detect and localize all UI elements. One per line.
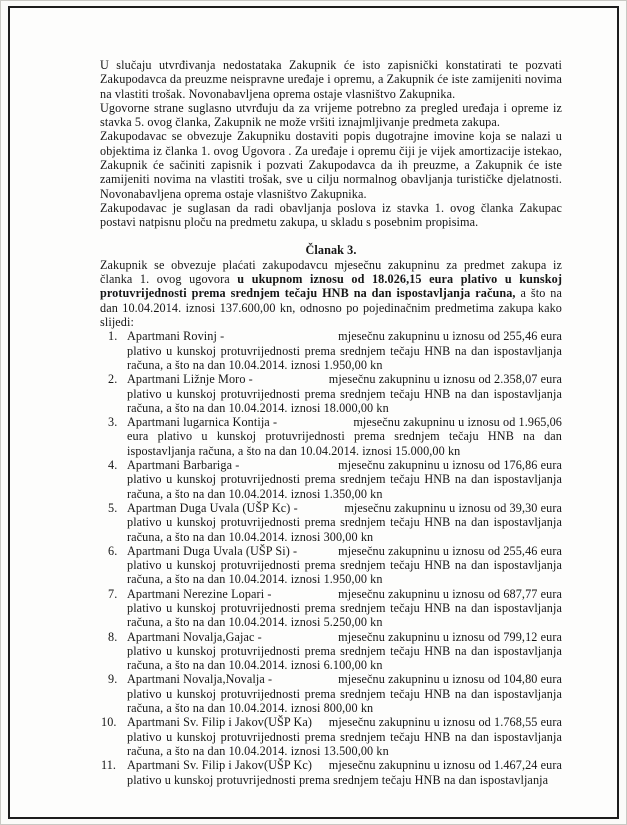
item-name: Apartmani Rovinj - [127,329,225,344]
item-name: Apartmani Sv. Filip i Jakov(UŠP Ka) [127,715,313,730]
item-number: 10. [101,715,117,730]
paragraph-inventory-list: Zakupodavac se obvezuje Zakupniku dostaviti popis dugotrajne imovine koja se nalazi u objektima iz članka 1. ovog Ugovora . Za uređaje i opremu čiji je vijek amortizacije istekao, Zakupnik će sačiniti zapisnik i pozvati Zakupodavca da ih preuzme, a Zakupnik će iste zamijeniti novima na vlastiti trošak, sve u cilju normalnog obavljanja turističke djelatnosti. Novonabavljena oprema ostaje vlasništvo Zakupnika. [100,129,562,201]
item-detail: plativo u kunskoj protuvrijednosti prema srednjem tečaju HNB na dan ispostavljanja računa, a što na dan 10.04.2014. iznosi 6.100,00 kn [127,643,562,673]
item-detail: plativo u kunskoj protuvrijednosti prema srednjem tečaju HNB na dan ispostavljanja računa, a što na dan 10.04.2014. iznosi 300,00 kn [127,515,562,544]
item-name: Apartmani Barbariga - [127,458,240,473]
item-amount: mjesečnu zakupninu u iznosu od 799,12 eura [338,629,562,644]
item-name: Apartmani Nerezine Lopari - [127,586,272,601]
article3-intro-bold-amount: u ukupnom iznosu od 18.026,15 eura plativo u kunskoj protuvrijednosti prema srednjem tečaju HNB na dan ispostavljanja računa, [100,272,562,301]
item-name: Apartmani Sv. Filip i Jakov(UŠP Kc) [127,758,313,773]
item-number: 9. [108,672,118,687]
item-name: Apartman Duga Uvala (UŠP Kc) - [127,500,298,515]
list-item [100,501,562,544]
item-amount: mjesečnu zakupninu u iznosu od 1.768,55 eura [328,715,562,730]
article3-intro [100,258,562,329]
item-detail: plativo u kunskoj protuvrijednosti prema srednjem tečaju HNB na dan ispostavljanja računa, a što na dan 10.04.2014. iznosi 800,00 kn [127,686,562,716]
item-amount: mjesečnu zakupninu u iznosu od 1.965,06 [353,415,562,430]
item-number: 4. [108,458,118,473]
list-item [100,672,562,715]
document-body [100,58,562,787]
list-item [100,415,562,458]
article3-intro-post: a što na dan 10.04.2014. iznosi 137.600,00 kn, odnosno po pojedinačnim predmetima zakupa kako slijedi: [100,286,562,330]
item-amount: mjesečnu zakupninu u iznosu od 39,30 eura [344,500,562,515]
item-detail: plativo u kunskoj protuvrijednosti prema srednjem tečaju HNB na dan ispostavljanja računa, a što na dan 10.04.2014. iznosi 5.250,00 kn [127,600,562,630]
list-item [100,544,562,587]
item-name: Apartmani Novalja,Novalja - [127,672,273,687]
paragraph-signboard: Zakupodavac je suglasan da radi obavljanja poslova iz stavka 1. ovog članka Zakupac postavi natpisnu ploču na predmetu zakupa, u skladu s posebnim propisima. [100,200,562,230]
item-detail: plativo u kunskoj protuvrijednosti prema srednjem tečaju HNB na dan ispostavljanja računa, a što na dan 10.04.2014. iznosi 1.950,00 kn [127,343,562,372]
item-detail: plativo u kunskoj protuvrijednosti prema srednjem tečaju HNB na dan ispostavljanja računa, a što na dan 10.04.2014. iznosi 1.350,00 kn [127,472,562,501]
item-amount: mjesečnu zakupninu u iznosu od 255,46 eura [338,329,562,344]
item-amount: mjesečnu zakupninu u iznosu od 255,46 eura [338,543,562,558]
item-detail: plativo u kunskoj protuvrijednosti prema srednjem tečaju HNB na dan ispostavljanja [127,772,549,787]
list-item [100,587,562,630]
item-amount: mjesečnu zakupninu u iznosu od 104,80 eura [338,672,562,687]
item-name: Apartmani Ližnje Moro - [127,372,253,387]
item-amount: mjesečnu zakupninu u iznosu od 176,86 eura [338,458,562,473]
list-item [100,329,562,372]
item-number: 1. [108,329,118,344]
list-item [100,758,562,787]
item-amount: mjesečnu zakupninu u iznosu od 1.467,24 eura [328,758,562,773]
item-number: 8. [108,629,118,644]
article3-intro-pre: Zakupnik se obvezuje plaćati zakupodavcu mjesečnu zakupninu za predmet zakupa iz članka 1. ovog ugovora [100,257,562,287]
list-item [100,458,562,501]
item-detail: plativo u kunskoj protuvrijednosti prema srednjem tečaju HNB na dan ispostavljanja računa, a što na dan 10.04.2014. iznosi 18.000,00 kn [127,386,562,415]
item-name: Apartmani Novalja,Gajac - [127,629,262,644]
item-detail: plativo u kunskoj protuvrijednosti prema srednjem tečaju HNB na dan ispostavljanja računa, a što na dan 10.04.2014. iznosi 13.500,00 kn [127,729,562,758]
item-number: 3. [108,415,118,430]
list-item [100,715,562,758]
list-item [100,630,562,673]
item-amount: mjesečnu zakupninu u iznosu od 687,77 eura [338,586,562,601]
article-heading: Članak 3. [305,242,357,257]
item-detail: eura plativo u kunskoj protuvrijednosti prema srednjem tečaju HNB na dan ispostavljanja računa, a što na dan 10.04.2014. iznosi 15.000,00 kn [127,429,562,458]
item-name: Apartmani lugarnica Kontija - [127,415,278,430]
item-number: 7. [108,586,118,601]
item-number: 11. [101,758,117,773]
item-number: 2. [108,372,118,387]
item-number: 6. [108,543,118,558]
item-name: Apartmani Duga Uvala (UŠP Si) - [127,543,298,558]
item-amount: mjesečnu zakupninu u iznosu od 2.358,07 eura [328,372,562,387]
item-number: 5. [108,500,118,515]
list-item [100,372,562,415]
paragraph-inspection-time: Ugovorne strane suglasno utvrđuju da za vrijeme potrebno za pregled uređaja i opreme iz stavka 5. ovog članka, Zakupnik ne može vršiti iznajmljivanje predmeta zakupa. [100,100,562,130]
item-detail: plativo u kunskoj protuvrijednosti prema srednjem tečaju HNB na dan ispostavljanja računa, a što na dan 10.04.2014. iznosi 1.950,00 kn [127,558,562,587]
paragraph-defects: U slučaju utvrđivanja nedostataka Zakupnik će isto zapisnički konstatirati te pozvati Zakupodavca da preuzme neispravne uređaje i opremu, a Zakupnik će iste zamijeniti novima na vlastiti trošak. Novonabavljena oprema ostaje vlasništvo Zakupnika. [100,58,562,101]
rent-items-list [100,329,562,787]
